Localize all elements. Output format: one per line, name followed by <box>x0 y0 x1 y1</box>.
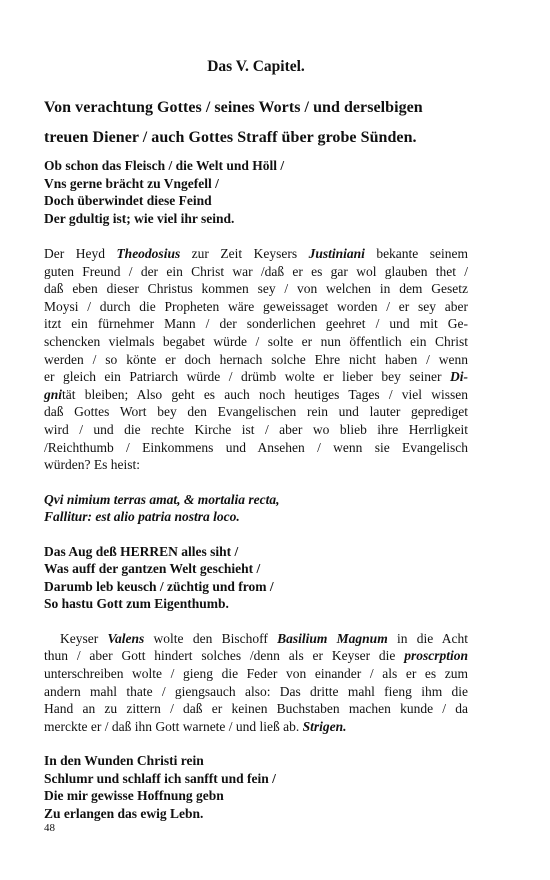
prose-line: daß eben dieser Christus kommen sey / von welchen in dem Gesetz <box>44 281 468 297</box>
latin-line: Qvi nimium terras amat, & mortalia recta, <box>44 491 280 507</box>
text-run: merckte er / daß ihn Gott warnete / und ließ ab. <box>44 718 303 734</box>
text-run: in die Acht <box>387 630 469 646</box>
spacer <box>44 526 468 543</box>
prose-line: daß Gottes Wort bey den Evangelischen rein und lauter geprediget <box>44 404 468 420</box>
spacer <box>44 474 468 491</box>
verse-line: Was auff der gantzen Welt geschieht / <box>44 561 261 577</box>
verse-line: Zu erlangen das ewig Lebn. <box>44 805 204 821</box>
emphasis-word: gni <box>44 386 63 402</box>
text-run: Der Heyd <box>44 246 117 261</box>
prose-line: würden? Es heist: <box>44 457 140 473</box>
chapter-heading-line: treuen Diener / auch Gottes Straff über grobe Sünden. <box>44 129 417 146</box>
prose-line: schencken vielmals begabet würde / solte er nun öffentlich ein Christ <box>44 333 468 349</box>
opening-verse <box>44 157 468 227</box>
prose-line: wird / und die rechte Kirche ist / aber wo blieb ihre Herrligkeit <box>44 421 468 437</box>
latin-line: Fallitur: est alio patria nostra loco. <box>44 509 240 525</box>
second-verse <box>44 543 468 613</box>
verse-line: Der gdultig ist; wie viel ihr seind. <box>44 210 235 226</box>
paragraph-theodosius <box>44 245 468 474</box>
text-run: er gleich ein Patriarch würde / drümb wolte er lieber bey seiner <box>44 369 450 385</box>
verse-line: Vns gerne brächt zu Vngefell / <box>44 175 219 191</box>
verse-line: Das Aug deß HERREN alles siht / <box>44 543 239 559</box>
emphasis-name: Theodosius <box>116 246 181 261</box>
text-run: Keyser <box>60 630 108 646</box>
verse-line: Ob schon das Fleisch / die Welt und Höll / <box>44 158 285 173</box>
verse-line: So hastu Gott zum Eigenthumb. <box>44 596 229 612</box>
spacer <box>44 227 468 245</box>
book-page <box>44 54 468 822</box>
prose-line <box>44 245 468 263</box>
prose-line: werden / so könte er doch hernach solche Ehre nicht haben / wenn <box>44 351 468 367</box>
emphasis-word: proscrption <box>404 648 468 664</box>
prose-line <box>44 368 468 386</box>
source-citation: Strigen. <box>302 718 347 734</box>
prose-line: unterschreiben wolte / gieng die Feder von einander / als er es zum <box>44 665 468 681</box>
spacer <box>44 613 468 630</box>
prose-line <box>44 647 468 665</box>
text-run: bekante seinem <box>364 246 469 261</box>
text-run: zur Zeit Keysers <box>180 246 309 261</box>
chapter-title: Das V. Capitel. <box>207 58 305 75</box>
emphasis-name: Basilium Magnum <box>277 630 388 646</box>
verse-line: Doch überwindet diese Feind <box>44 193 212 208</box>
emphasis-name: Justiniani <box>308 246 365 261</box>
prose-line: andern mahl thate / giengsauch also: Das dritte mahl fieng ihm die <box>44 683 468 699</box>
emphasis-word: Di- <box>450 369 468 385</box>
prose-line: Hand an zu zittern / daß er keinen Buchstaben machen kunde / da <box>44 701 468 717</box>
emphasis-name: Valens <box>107 630 145 646</box>
text-run: tät bleiben; Also geht es auch noch heutiges Tages / viel wissen <box>62 386 468 402</box>
verse-line: Die mir gewisse Hoffnung gebn <box>44 788 224 804</box>
verse-line: Schlumr und schlaff ich sanfft und fein / <box>44 770 276 786</box>
text-run: thun / aber Gott hindert solches /denn als er Keyser die <box>44 648 405 664</box>
prose-line: itzt ein fürnehmer Mann / der sonderlichen geehret / und mit Ge- <box>44 316 468 332</box>
prose-line: Moysi / durch die Propheten wäre geweissaget worden / er sey aber <box>44 298 468 314</box>
prose-line <box>44 718 468 736</box>
spacer <box>44 735 468 752</box>
closing-verse <box>44 752 468 822</box>
prose-line: /Reichthumb / Einkommens und Ansehen / wenn sie Evangelisch <box>44 439 468 455</box>
text-run: wolte den Bischoff <box>144 630 278 646</box>
verse-line: Darumb leb keusch / züchtig und from / <box>44 578 274 594</box>
paragraph-valens <box>44 630 468 736</box>
page-number: 48 <box>44 822 55 834</box>
prose-line: guten Freund / der ein Christ war /daß er es gar wol glauben thet / <box>44 263 468 279</box>
verse-line: In den Wunden Christi rein <box>44 753 204 769</box>
prose-line <box>44 630 468 648</box>
chapter-heading-line: Von verachtung Gottes / seines Worts / und derselbigen <box>44 99 423 116</box>
chapter-heading <box>44 93 468 153</box>
prose-line <box>44 386 468 404</box>
latin-couplet <box>44 491 468 526</box>
